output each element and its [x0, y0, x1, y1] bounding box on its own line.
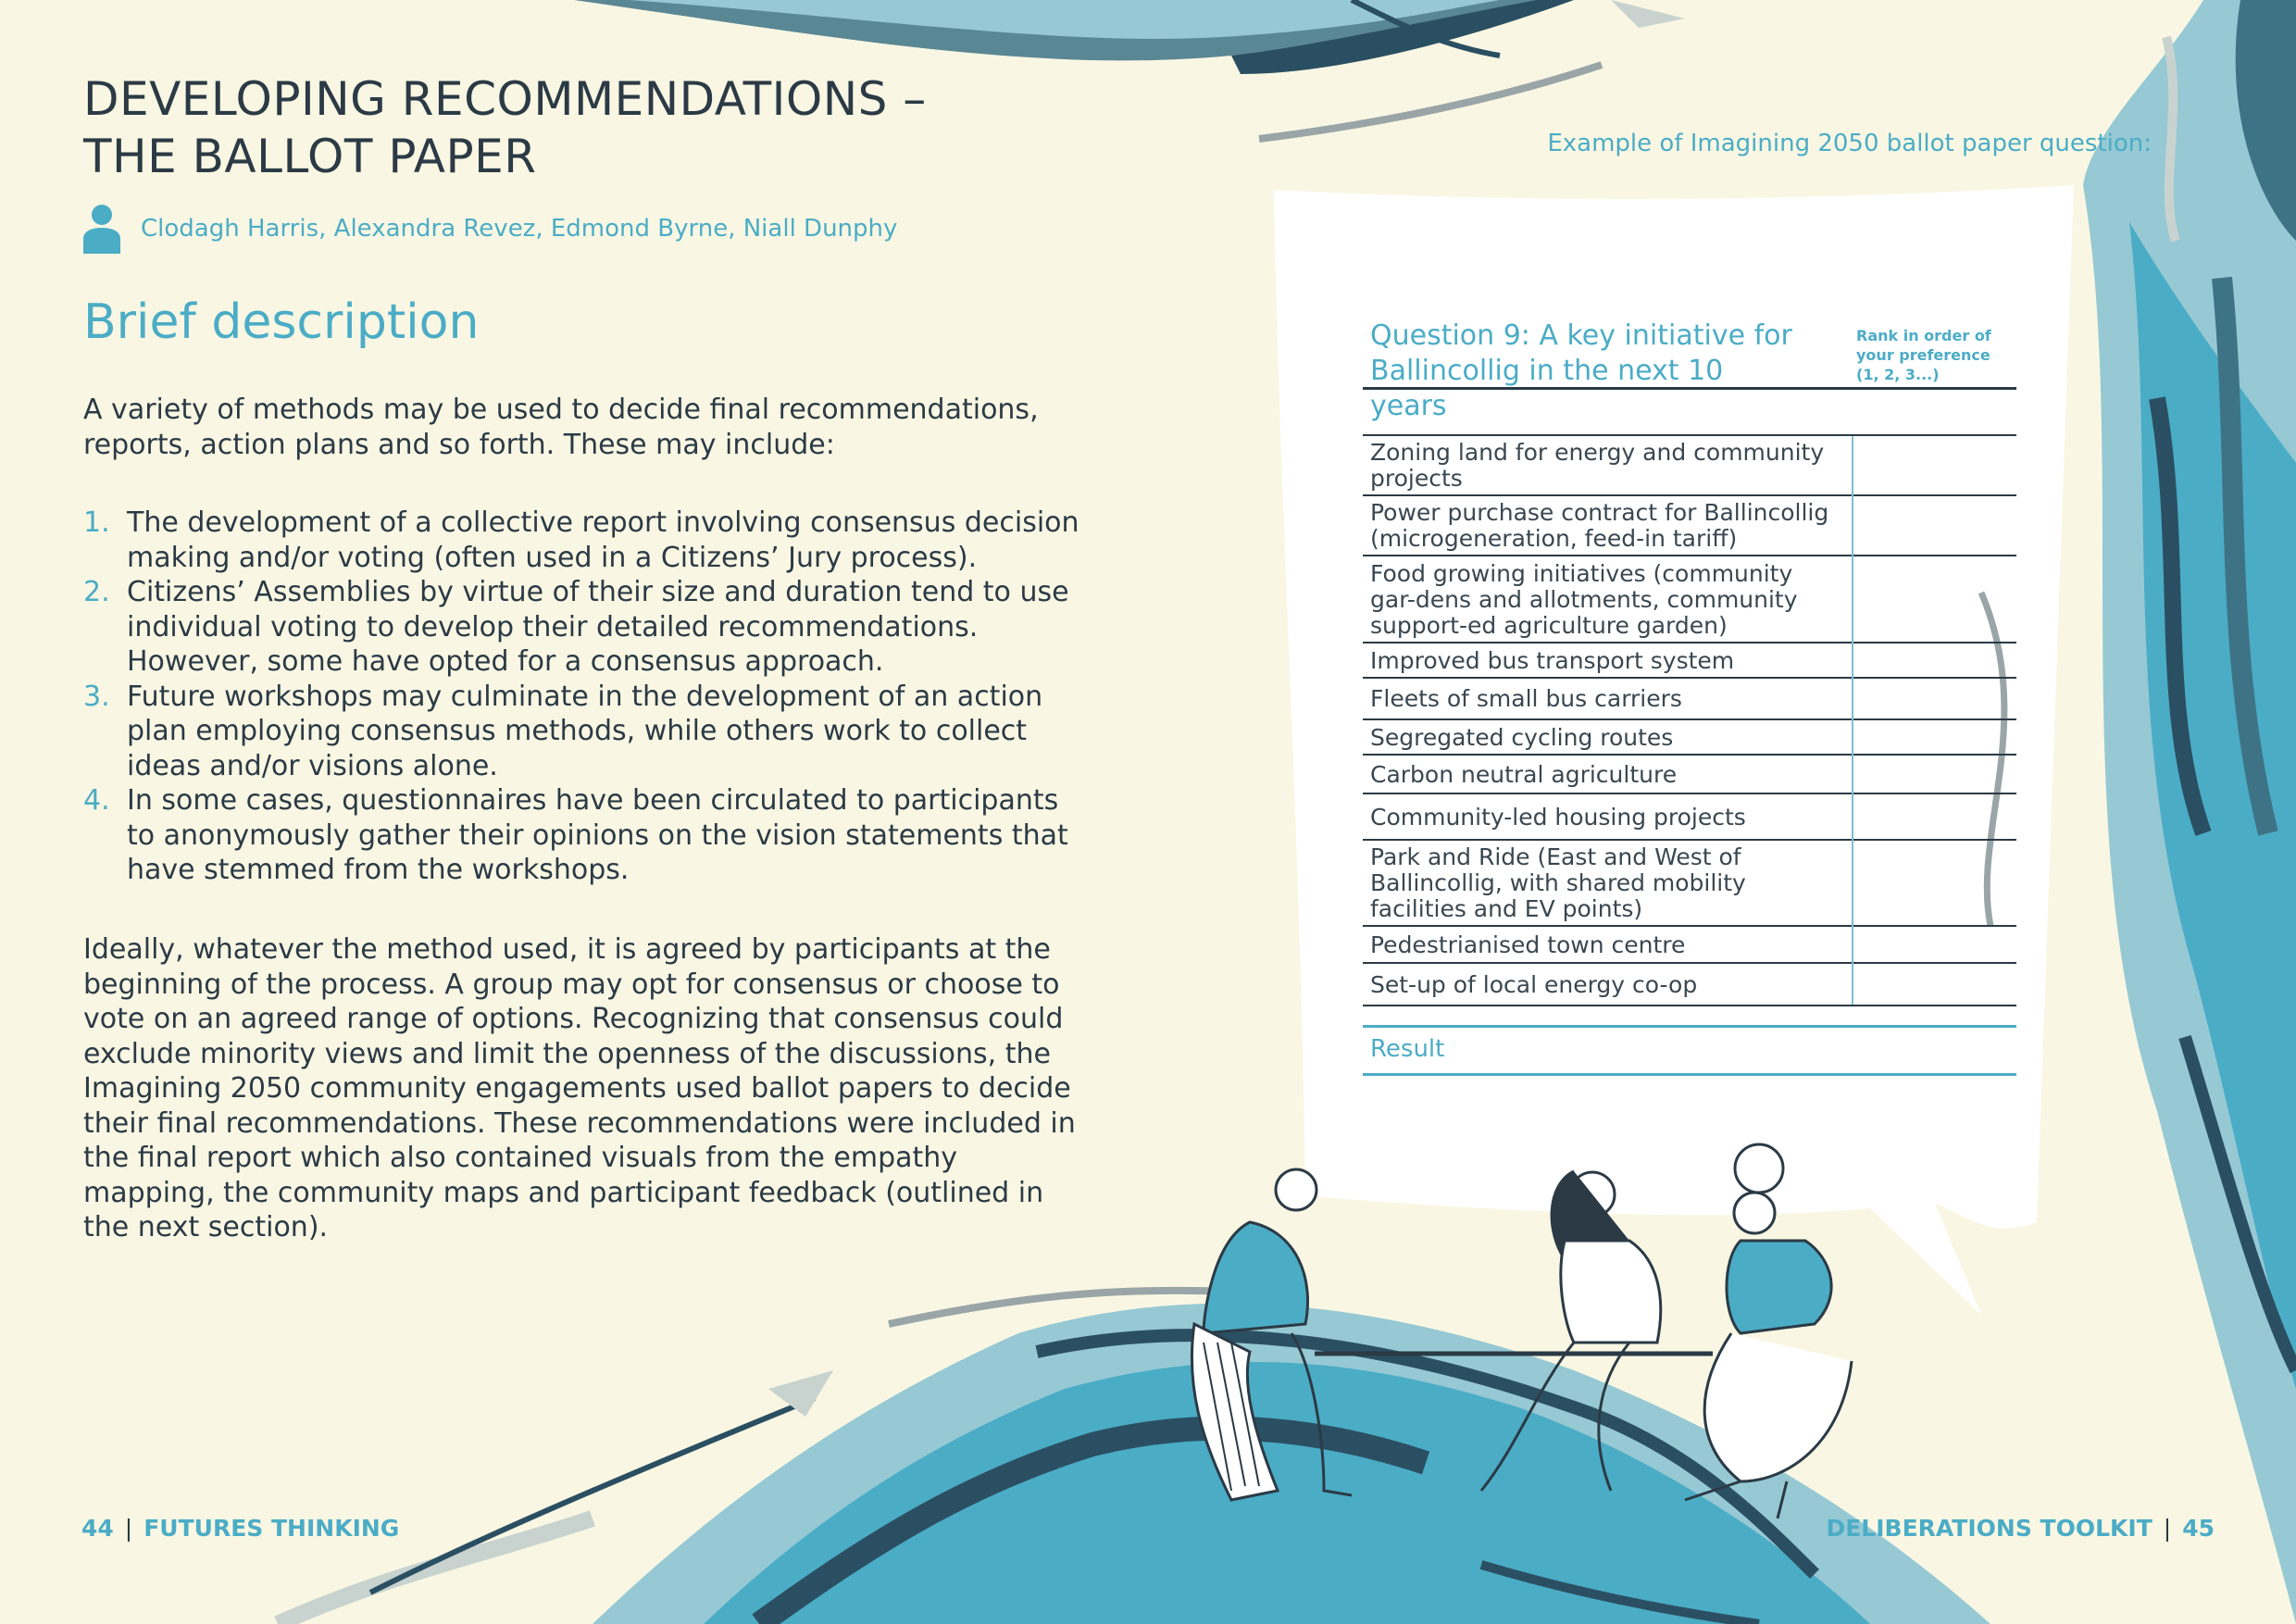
list-number: 4. [83, 784, 110, 817]
list-number: 3. [83, 680, 110, 713]
table-row [1363, 556, 2016, 643]
footer-left [81, 1515, 399, 1542]
section-heading: Brief description [83, 294, 480, 350]
section-name-right: DELIBERATIONS TOOLKIT [1826, 1515, 2152, 1542]
authors-list: Clodagh Harris, Alexandra Revez, Edmond Byrne, Niall Dunphy [141, 215, 898, 243]
table-row [1363, 495, 2016, 556]
ballot-question: Question 9: A key initiative for Ballincollig in the next 10 years [1370, 319, 1792, 422]
list-text: Citizens’ Assemblies by virtue of their size and duration tend to use individual voting to develop their detailed recommendations. However, some have opted for a consensus approach. [127, 576, 1069, 678]
table-row [1363, 926, 2016, 963]
option-label: Community-led housing projects [1363, 793, 1853, 840]
option-label: Park and Ride (East and West of Ballincollig, with shared mobility facilities and EV points) [1363, 840, 1853, 926]
list-item [83, 575, 1083, 680]
result-label: Result [1370, 1035, 1445, 1063]
intro-paragraph: A variety of methods may be used to decide final recommendations, reports, action plans and so forth. These may include: [83, 394, 1039, 461]
ballot-result-row [1363, 1025, 2016, 1076]
rank-cell[interactable] [1853, 793, 2016, 840]
page-title-line-1: DEVELOPING RECOMMENDATIONS – [83, 72, 927, 126]
list-text: In some cases, questionnaires have been circulated to participants to anonymously gather their opinions on the vision statements that have stemmed from the workshops. [127, 784, 1068, 886]
person-icon [83, 204, 120, 254]
option-label: Food growing initiatives (community gar-dens and allotments, community support-ed agriculture garden) [1363, 556, 1853, 643]
list-text: The development of a collective report involving consensus decision making and/or voting (often used in a Citizens’ Jury process). [127, 506, 1079, 574]
closing-paragraph: Ideally, whatever the method used, it is agreed by participants at the beginning of the process. A group may opt for consensus or choose to vote on an agreed range of options. Recognizing that consensus could exclude minority views and limit the openness of the discussions, the Imagining 2050 community engagements used ballot papers to decide their final recommendations. These recommendations were included in the final report which also contained visuals from the empathy mapping, the community maps and participant feedback (outlined in the next section). [83, 933, 1076, 1243]
page-number-right: 45 [2182, 1515, 2215, 1542]
rank-instruction: Rank in order of your preference (1, 2, 3...) [1856, 327, 1991, 383]
ballot-paper-header [1363, 315, 2016, 422]
option-label: Fleets of small bus carriers [1363, 678, 1853, 719]
page-title [83, 70, 1009, 185]
footer-separator: | [124, 1515, 133, 1542]
option-label: Pedestrianised town centre [1363, 926, 1853, 963]
table-row [1363, 755, 2016, 793]
list-item [83, 680, 1083, 784]
list-number: 2. [83, 576, 110, 608]
ballot-question-header [1363, 315, 2016, 422]
list-number: 1. [83, 506, 110, 539]
authors-row [83, 204, 897, 254]
option-label: Set-up of local energy co-op [1363, 963, 1853, 1006]
rank-cell[interactable] [1853, 495, 2016, 556]
option-label: Carbon neutral agriculture [1363, 755, 1853, 793]
table-row [1363, 435, 2016, 495]
option-label: Zoning land for energy and community projects [1363, 435, 1853, 495]
option-label: Improved bus transport system [1363, 643, 1853, 678]
rank-cell[interactable] [1853, 755, 2016, 793]
rank-cell[interactable] [1853, 719, 2016, 755]
table-row [1363, 678, 2016, 719]
rank-cell[interactable] [1853, 840, 2016, 926]
table-row [1363, 719, 2016, 755]
list-item [83, 506, 1083, 575]
page-number-left: 44 [81, 1515, 114, 1542]
table-row [1363, 963, 2016, 1006]
option-label: Power purchase contract for Ballincollig (microgeneration, feed-in tariff) [1363, 495, 1853, 556]
ballot-options-table [1363, 434, 2016, 1006]
rank-cell[interactable] [1853, 678, 2016, 719]
rank-cell[interactable] [1853, 963, 2016, 1006]
section-name-left: FUTURES THINKING [144, 1515, 400, 1542]
rank-cell[interactable] [1853, 926, 2016, 963]
table-row [1363, 840, 2016, 926]
methods-list [83, 506, 1083, 888]
page-title-line-2: THE BALLOT PAPER [83, 130, 537, 183]
footer-right [1826, 1515, 2215, 1542]
list-item [83, 783, 1083, 888]
table-row [1363, 793, 2016, 840]
ballot-caption: Example of Imagining 2050 ballot paper question: [1547, 130, 2152, 157]
table-row [1363, 643, 2016, 678]
list-text: Future workshops may culminate in the development of an action plan employing consensus methods, while others work to collect ideas and/or visions alone. [127, 680, 1043, 782]
option-label: Segregated cycling routes [1363, 719, 1853, 755]
rank-cell[interactable] [1853, 435, 2016, 495]
rank-cell[interactable] [1853, 556, 2016, 643]
rank-cell[interactable] [1853, 643, 2016, 678]
footer-separator: | [2163, 1515, 2172, 1542]
